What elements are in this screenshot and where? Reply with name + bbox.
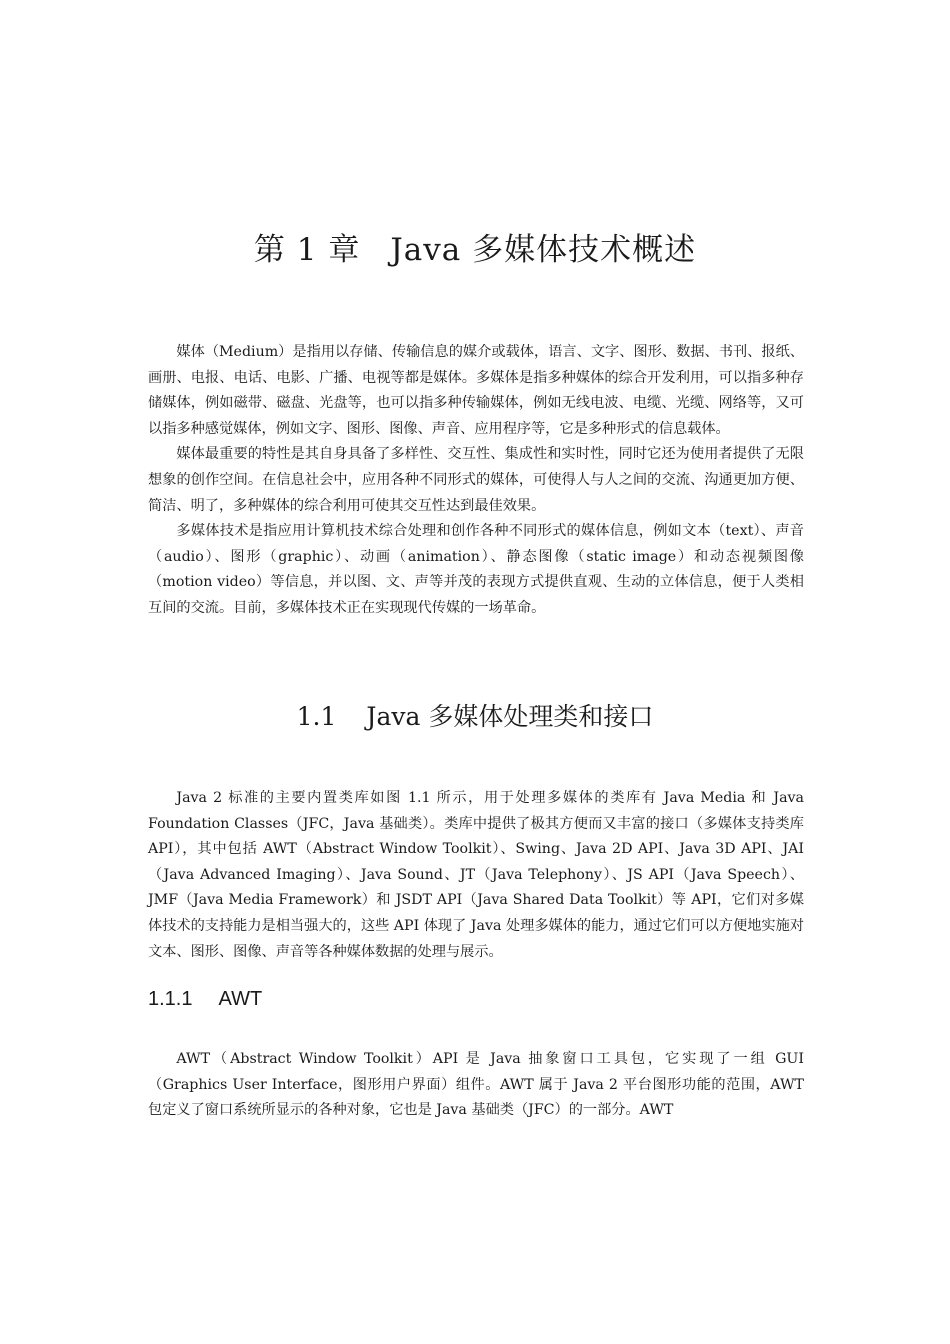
chapter-title-text: Java 多媒体技术概述 (390, 232, 697, 268)
section-text (148, 786, 804, 965)
subsection-number: 1.1.1 (148, 988, 193, 1010)
section-title-text: Java 多媒体处理类和接口 (366, 702, 654, 731)
subsection-text (148, 1047, 804, 1124)
intro-paragraph: 媒体（Medium）是指用以存储、传输信息的媒介或载体，语言、文字、图形、数据、书刊、报纸、画册、电报、电话、电影、广播、电视等都是媒体。多媒体是指多种媒体的综合开发利用，可以指多种存储媒体，例如磁带、磁盘、光盘等，也可以指多种传输媒体，例如无线电波、电缆、光缆、网络等，又可以指多种感觉媒体，例如文字、图形、图像、声音、应用程序等，它是多种形式的信息载体。 (148, 344, 804, 437)
intro-paragraph: 媒体最重要的特性是其自身具备了多样性、交互性、集成性和实时性，同时它还为使用者提供了无限想象的创作空间。在信息社会中，应用各种不同形式的媒体，可使得人与人之间的交流、沟通更加方便、简洁、明了，多种媒体的综合利用可使其交互性达到最佳效果。 (148, 446, 804, 514)
intro-text (148, 340, 804, 622)
section-title (0, 697, 950, 737)
subsection-title (148, 984, 262, 1014)
section-paragraph: Java 2 标准的主要内置类库如图 1.1 所示，用于处理多媒体的类库有 Java Media 和 Java Foundation Classes（JFC，Java 基础类）。类库中提供了极其方便而又丰富的接口（多媒体支持类库 API），其中包括 AWT（Abstract Window Toolkit）、Swing、Java 2D API、Java 3D API、JAI（Java Advanced Imaging）、Java Sound、JT（Java Telephony）、JS API（Java Speech）、JMF（Java Media Framework）和 JSDT API（Java Shared Data Toolkit）等 API，它们对多媒体技术的支持能力是相当强大的，这些 API 体现了 Java 处理多媒体的能力，通过它们可以方便地实施对文本、图形、图像、声音等各种媒体数据的处理与展示。 (148, 790, 804, 960)
chapter-number: 第 1 章 (253, 232, 361, 268)
subsection-title-text: AWT (218, 988, 263, 1010)
section-number: 1.1 (296, 702, 337, 731)
subsection-paragraph: AWT（Abstract Window Toolkit）API 是 Java 抽象窗口工具包，它实现了一组 GUI（Graphics User Interface，图形用户界面）组件。AWT 属于 Java 2 平台图形功能的范围，AWT 包定义了窗口系统所显示的各种对象，它也是 Java 基础类（JFC）的一部分。AWT (148, 1051, 804, 1119)
intro-paragraph: 多媒体技术是指应用计算机技术综合处理和创作各种不同形式的媒体信息，例如文本（text）、声音（audio）、图形（graphic）、动画（animation）、静态图像（static image）和动态视频图像（motion video）等信息，并以图、文、声等并茂的表现方式提供直观、生动的立体信息，便于人类相互间的交流。目前，多媒体技术正在实现现代传媒的一场革命。 (148, 523, 804, 616)
chapter-title (0, 226, 950, 274)
